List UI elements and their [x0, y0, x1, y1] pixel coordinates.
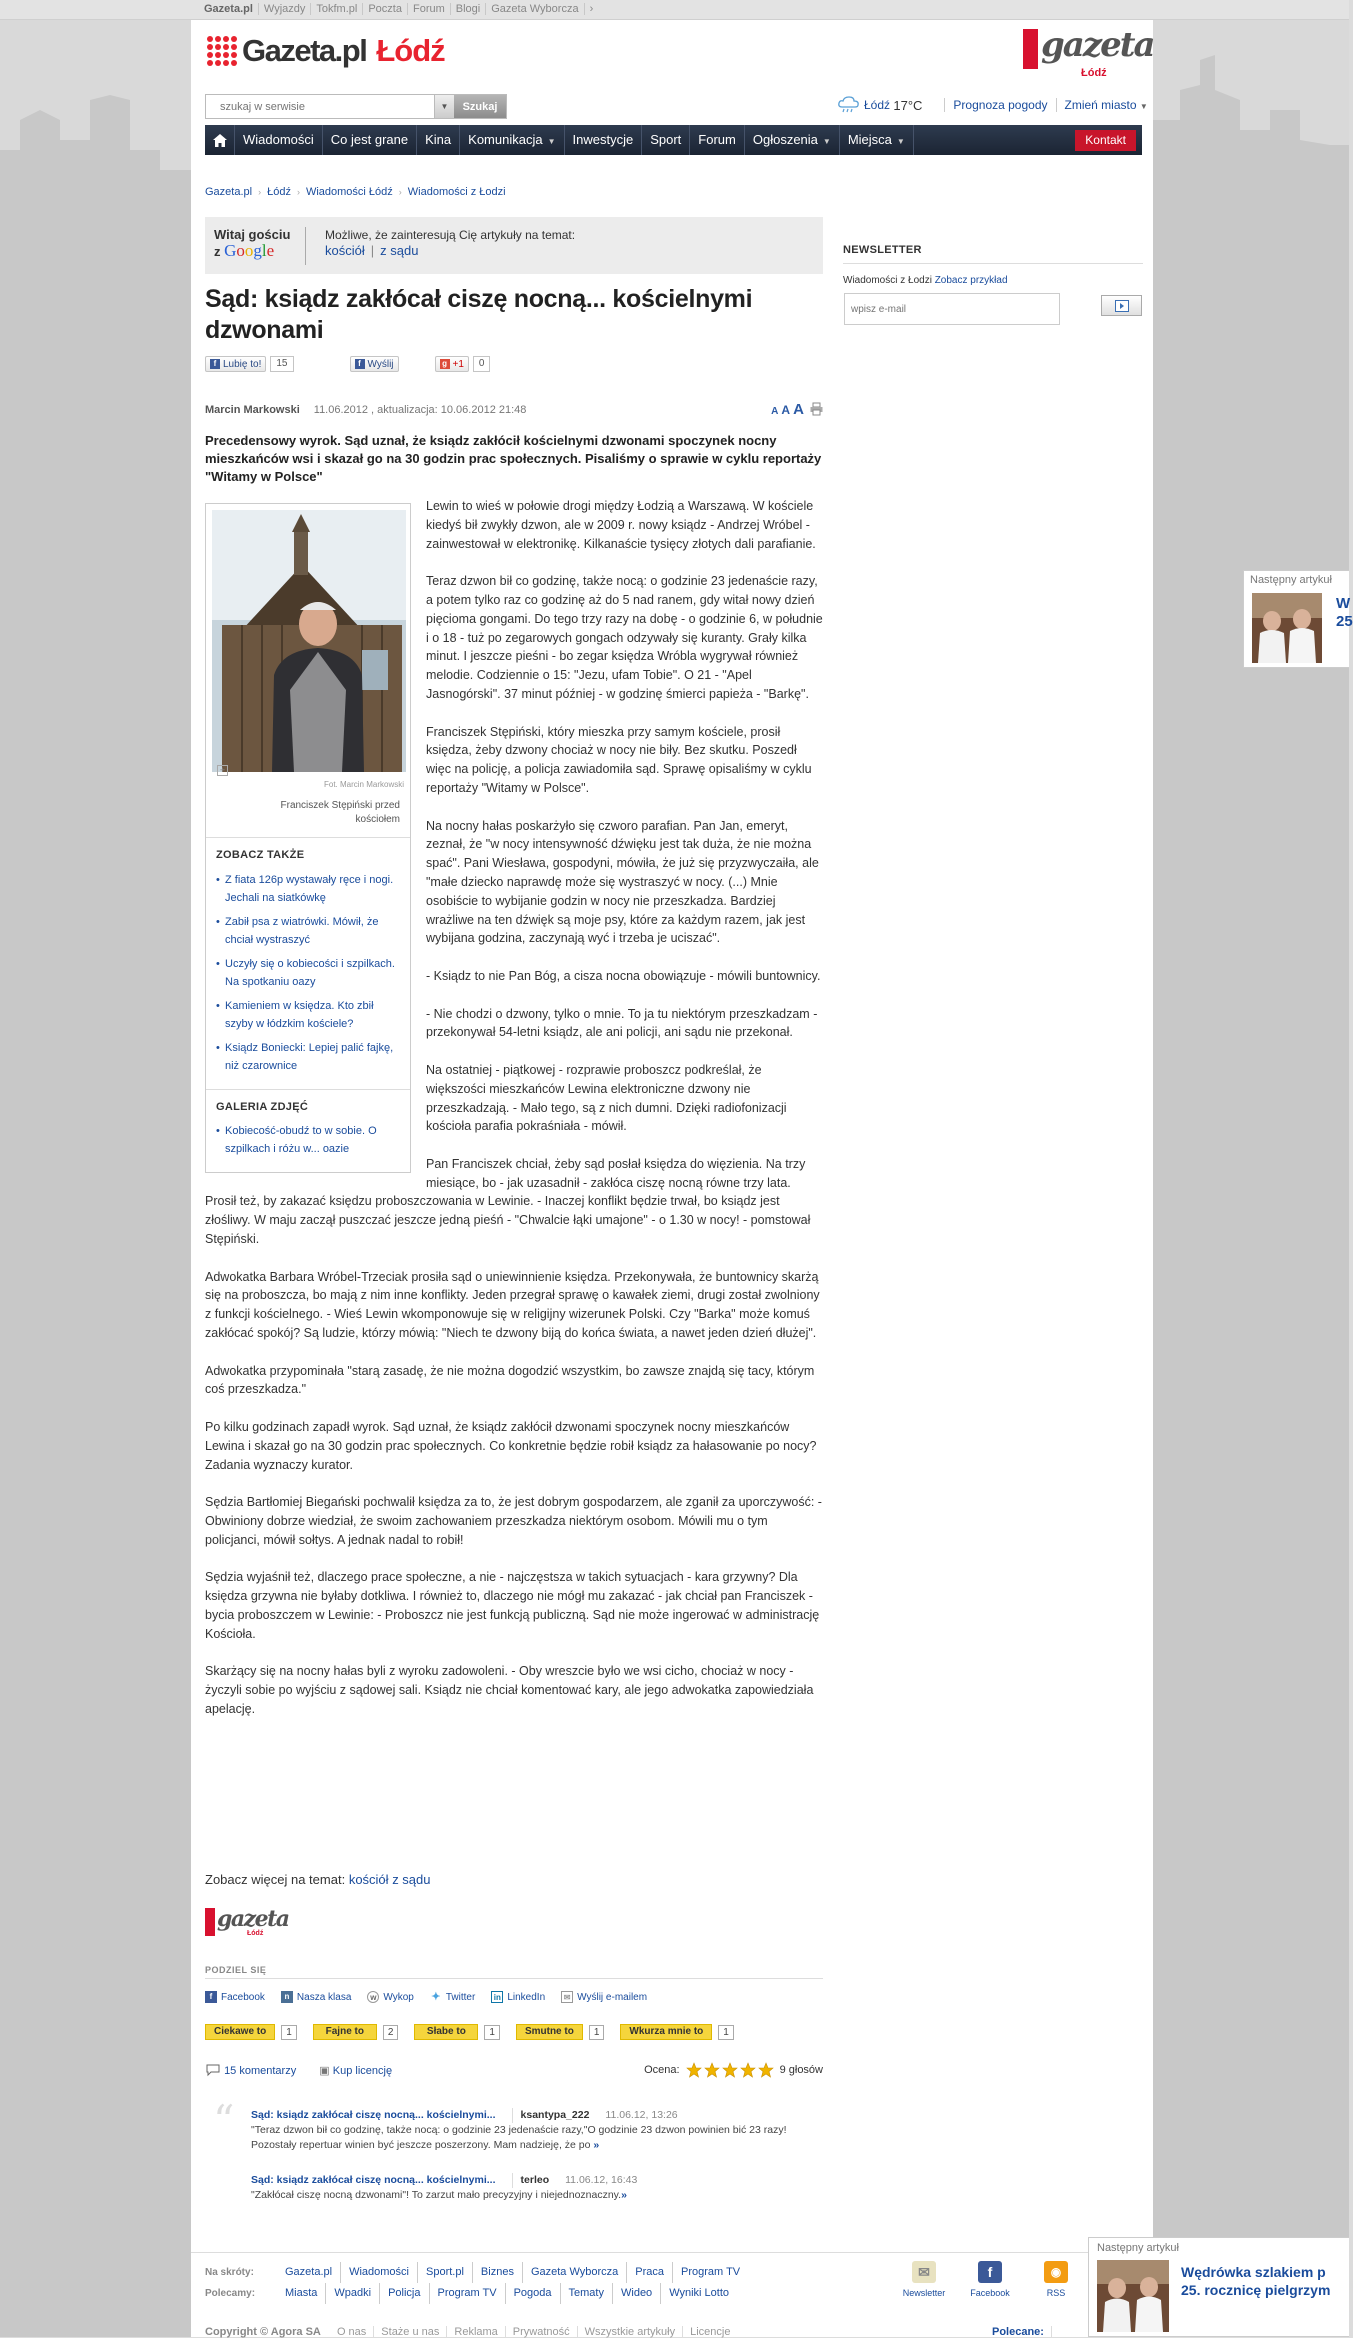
share-email[interactable]: ✉ Wyślij e-mailem [561, 1991, 647, 2003]
article-paragraph: Na nocny hałas poskarżyło się czworo parafian. Pan Jan, emeryt, zeznał, że "w nocy intensywność dźwięku jest tak duża, że nie można spać". Pani Wiesława, gospodyni, mówiła, że już się przyzwyczaiła, ale "małe dziecko naprawdę może się wystraszyć w nocy. (...) Mnie osobiście to wybijanie godzin w nocy nie przeszkadza. Bardziej wrażliwe na ten dźwięk są moje psy, które za każdym razem, jak jest wybijana godzina, zaczynają wyć i trzeba je uciszać". [426, 818, 819, 946]
see-also-item [216, 1039, 400, 1075]
star-icon[interactable] [722, 2062, 738, 2078]
facebook-icon: f [978, 2261, 1002, 2283]
article-paragraph: Adwokatka przypominała "starą zasadę, że nie można dogodzić wszystkim, bo zawsze znajdą się tacy, którym coś przeszkadza." [205, 1363, 815, 1397]
next-article-label: Następny artykuł [1097, 2242, 1179, 2254]
newsletter-icon: ✉ [912, 2261, 936, 2283]
copyright-text: Copyright © Agora SA [205, 2326, 321, 2338]
photo-credit: Fot. Marcin Markowski [323, 780, 404, 789]
main-nav [205, 125, 1142, 155]
search-button[interactable]: Szukaj [454, 95, 506, 118]
reaction-smutne-button[interactable]: Smutne to [516, 2024, 583, 2040]
article-dates: 11.06.2012 , aktualizacja: 10.06.2012 21:48 [313, 404, 527, 416]
google-plus-icon: g [440, 359, 450, 369]
nav-item-komunikacja[interactable]: Komunikacja ▼ [460, 125, 564, 155]
page-container [191, 20, 1153, 2337]
see-also-item [216, 955, 400, 991]
see-also-link[interactable]: Kamieniem w księdza. Kto zbił szyby w łódzkim kościele? [225, 999, 374, 1030]
article-paragraph: Sędzia Bartłomiej Biegański pochwalił księdza za to, że jest dobrym gospodarzem, ale zganił za uporczywość: - Obwiniony dobrze wiedział, że swoim zachowaniem przeszkadza niektórym osobom. Mówili mu o tym policjanci, mówił sołtys. A jednak nadal to robił! [205, 1495, 822, 1547]
reaction-buttons [205, 2024, 750, 2040]
google-box-tags: kościół | z sądu [325, 243, 419, 258]
comment-text: "Teraz dzwon bił co godzinę, także nocą: o godzinie 23 jedenaście razy,"O godzinie 23 dzwon powinien bić 23 razy! Pozostały repertuar winien być jeszcze poszerzony. Mam nadzieję, że po [251, 2124, 787, 2151]
comment-more-link[interactable]: » [621, 2189, 627, 2201]
see-also-heading: ZOBACZ TAKŻE [216, 848, 305, 861]
portal-link-poczta[interactable]: Poczta [363, 3, 408, 15]
portal-link-gazeta[interactable]: Gazeta.pl [204, 3, 259, 15]
gallery-link[interactable]: Kobiecość-obudź to w sobie. O szpilkach i różu w... oazie [225, 1125, 377, 1156]
nav-item-kina[interactable]: Kina [417, 125, 460, 155]
portal-more-arrow[interactable]: › [589, 3, 594, 15]
gazeta-lodz-footer-logo[interactable]: gazeta Łódź [205, 1908, 285, 1938]
portal-link-forum[interactable]: Forum [408, 3, 451, 15]
breadcrumb-item[interactable]: Wiadomości z Łodzi [407, 186, 506, 198]
article-paragraph: Skarżący się na nocny hałas byli z wyroku zadowoleni. - Oby wreszcie było we wsi cicho, chociaż w nocy - życzyli sobie po wyjściu z sądowej sali. Ksiądz nie chciał komentować kary, ale jego adwokatka zapowiedziała apelację. [205, 1664, 814, 1716]
article-paragraph: - Nie chodzi o dzwony, tylko o mnie. To ja tu niektórym przeszkadzam - przekonywał 54-letni ksiądz, ale ani policji, ani sądu nie przekonał. [426, 1006, 818, 1040]
article-body [205, 497, 823, 1738]
footer-link[interactable]: Program TV [681, 2266, 741, 2278]
star-icon[interactable] [758, 2062, 774, 2078]
see-also-section [206, 837, 410, 1089]
footer-link[interactable]: Policja [380, 2283, 429, 2304]
font-medium-button[interactable]: A [781, 403, 791, 417]
see-also-link[interactable]: Z fiata 126p wystawały ręce i nogi. Jechali na siatkówkę [225, 873, 394, 904]
brand-red-bar [1023, 29, 1038, 69]
gallery-item [216, 1122, 400, 1158]
facebook-like-button[interactable]: f Lubię to! [205, 356, 266, 372]
search-scope-dropdown[interactable] [434, 95, 454, 118]
footer-link[interactable]: Wyniki Lotto [669, 2287, 729, 2299]
comments-list [205, 2096, 823, 2223]
article-title: Sąd: ksiądz zakłócał ciszę nocną... kościelnymi dzwonami [205, 285, 753, 344]
share-bar [205, 1991, 663, 2003]
facebook-icon: f [210, 359, 220, 369]
see-also-link[interactable]: Zabił psa z wiatrówki. Mówił, że chciał wystraszyć [225, 915, 379, 946]
brand-word: gazeta [1041, 25, 1154, 65]
share-twitter[interactable]: ✦ Twitter [431, 1991, 476, 2003]
comment-more-link[interactable]: » [593, 2139, 600, 2151]
send-icon [1115, 300, 1129, 312]
home-icon [213, 134, 227, 147]
chevron-down-icon: ▼ [1139, 102, 1148, 111]
footer-rss[interactable]: ◉ RSS [1023, 2261, 1089, 2298]
like-count: 15 [270, 356, 293, 372]
search-bar [205, 94, 507, 119]
comment-title[interactable]: Sąd: ksiądz zakłócał ciszę nocną... kościelnymi... [251, 2174, 496, 2186]
chevron-right-icon: › [258, 187, 262, 197]
newsletter-text: Wiadomości z Łodzi [843, 275, 932, 286]
chevron-down-icon: ▼ [822, 137, 831, 146]
chevron-down-icon: ▼ [547, 137, 556, 146]
article-paragraph: - Ksiądz to nie Pan Bóg, a cisza nocna obowiązuje - mówili buntownicy. [426, 968, 821, 983]
next-article-widget-bottom[interactable] [1088, 2237, 1349, 2337]
breadcrumb-item[interactable]: Wiadomości Łódź [305, 186, 393, 198]
rain-cloud-icon [837, 95, 861, 115]
tag-link[interactable]: z sądu [380, 243, 419, 258]
chevron-right-icon: › [296, 187, 300, 197]
footer-link[interactable]: Staże u nas [374, 2326, 447, 2338]
footer-shortcuts-label: Na skróty: [205, 2267, 254, 2278]
comment-date: 11.06.12, 16:43 [565, 2174, 638, 2186]
nav-item-sport[interactable]: Sport [642, 125, 690, 155]
google-greeting: Witaj gościu z Google [214, 227, 291, 260]
zoom-plus-icon[interactable]: + [217, 765, 228, 776]
article-photo[interactable] [212, 510, 404, 772]
newsletter-box [843, 244, 1143, 286]
reaction-fajne-button[interactable]: Fajne to [313, 2024, 377, 2040]
breadcrumb-item[interactable]: Łódź [267, 186, 291, 198]
footer-link[interactable]: Biznes [473, 2262, 523, 2283]
star-icon[interactable] [740, 2062, 756, 2078]
article-paragraph: Po kilku godzinach zapadł wyrok. Sąd uznał, że ksiądz zakłócił dzwonami spoczynek nocny mieszkańców Lewina i skazał go na 30 godzin prac społecznych. Co konkretnie będzie robił ksiądz za hałasowanie po nocy? Zadania wyznaczy kurator. [205, 1420, 817, 1472]
nasza-klasa-icon: n [281, 1991, 293, 2003]
newsletter-example-link[interactable]: Zobacz przykład [934, 275, 1008, 286]
breadcrumb-item[interactable]: Gazeta.pl [205, 186, 253, 198]
article-byline [205, 401, 823, 418]
footer-link[interactable]: Gazeta.pl [285, 2262, 341, 2283]
wykop-icon: w [367, 1991, 379, 2003]
tag-link[interactable]: z sądu [392, 1872, 431, 1887]
see-also-link[interactable]: Ksiądz Boniecki: Lepiej palić fajkę, niż czarownice [225, 1041, 394, 1072]
chevron-down-icon: ▼ [440, 102, 449, 111]
gallery-section [206, 1089, 410, 1173]
portal-link-wyjazdy[interactable]: Wyjazdy [259, 3, 311, 15]
reaction-count: 1 [718, 2025, 734, 2040]
article-lead: Precedensowy wyrok. Sąd uznał, że ksiądz zakłócił kościelnymi dzwonami spoczynek nocny mieszkańców wsi i skazał go na 30 godzin prac społecznych. Pisaliśmy o sprawie w cyklu reportaży "Witamy w Polsce" [205, 433, 822, 484]
next-article-widget-top[interactable] [1243, 570, 1353, 668]
next-article-label: Następny artykuł [1250, 574, 1332, 586]
share-heading: PODZIEL SIĘ [205, 1965, 267, 1975]
footer-link[interactable]: Tematy [561, 2283, 613, 2304]
rating-votes: 9 głosów [779, 2064, 823, 2076]
footer-popular-link[interactable]: Polecane: [985, 2326, 1052, 2338]
google-box-text: Możliwe, że zainteresują Cię artykuły na temat: [325, 228, 576, 242]
article-paragraph: Franciszek Stępiński, który mieszka przy samym kościele, prosił księdza, żeby dzwony chociaż w nocy nie biły. Bez skutku. Poszedł więc na policję, a policja zawiadomiła sąd. Sprawę opisaliśmy w cyklu reportaży "Witamy w Polsce". [426, 724, 812, 795]
portal-link-tokfm[interactable]: Tokfm.pl [311, 3, 363, 15]
share-wykop[interactable]: w Wykop [367, 1991, 413, 2003]
article-paragraph: Na ostatniej - piątkowej - rozprawie proboszcz podkreślał, że większości mieszkańców Lewina elektroniczne dzwony nie przeszkadzają. - Mało tego, są z nich dumni. Dzięki radiofonizacji kościoła parafia pokraśniała - mówił. [426, 1062, 787, 1134]
article-paragraph: Sędzia wyjaśnił też, dlaczego prace społeczne, a nie - najczęstsza w takich sytuacjach - kara grzywny? Dla księdza grzywna nie byłaby dotkliwa. I również to, dlaczego nie mógł mu zakazać - jak chciał pan Franciszek - bycia proboszczem w Lewinie: - Proboszcz nie jest funkcją publiczną. Sąd nie może ingerować w administrację Kościoła. [205, 1570, 820, 1641]
footer-link[interactable]: Wiadomości [341, 2262, 418, 2283]
font-large-button[interactable]: A [793, 401, 804, 418]
footer-link[interactable]: Wszystkie artykuły [578, 2326, 683, 2338]
see-also-item [216, 997, 400, 1033]
footer-link[interactable]: Program TV [430, 2283, 506, 2304]
google-visitor-box [205, 217, 823, 274]
footer-link[interactable]: Miasta [285, 2283, 326, 2304]
comment-icon [205, 2064, 221, 2076]
comment-text: "Zakłócał ciszę nocną dzwonami"! To zarzut mało precyzyjny i niejednoznaczny. [251, 2189, 622, 2201]
footer-facebook[interactable]: f Facebook [957, 2261, 1023, 2298]
home-button[interactable] [205, 125, 235, 155]
nav-item-wiadomosci[interactable]: Wiadomości [235, 125, 323, 155]
comment-user[interactable]: ksantypa_222 [512, 2108, 590, 2123]
portal-link-wyborcza[interactable]: Gazeta Wyborcza [486, 3, 584, 15]
facebook-icon: f [355, 359, 365, 369]
weather-widget [837, 95, 1148, 115]
plus-count: 0 [473, 356, 491, 372]
footer-newsletter[interactable]: ✉ Newsletter [891, 2261, 957, 2298]
brand-sub: Łódź [1081, 67, 1107, 79]
print-icon[interactable] [810, 403, 823, 415]
footer-icons [891, 2261, 1089, 2298]
portal-link-blogi[interactable]: Blogi [451, 3, 486, 15]
reaction-ciekawe-button[interactable]: Ciekawe to [205, 2024, 275, 2040]
reaction-wkurza-button[interactable]: Wkurza mnie to [620, 2024, 712, 2040]
next-article-title: Wędrówka szlakiem p 25. rocznicę pielgrzym [1181, 2264, 1331, 2298]
google-logo: Google [224, 241, 275, 260]
nav-item-miejsca[interactable]: Miejsca ▼ [840, 125, 914, 155]
tag-link[interactable]: kościół [325, 243, 365, 258]
article-sidebox [205, 503, 411, 1173]
chevron-down-icon: ▼ [896, 137, 905, 146]
footer-link[interactable]: Reklama [447, 2326, 505, 2338]
next-article-title: W 25 [1336, 595, 1353, 630]
quote-icon: “ [213, 2096, 235, 2145]
font-size-tools [771, 401, 823, 418]
nav-item-inwestycje[interactable]: Inwestycje [565, 125, 643, 155]
logo-wordmark: Gazeta.pl [242, 33, 367, 68]
cart-icon: ▣ [319, 2065, 330, 2077]
gazeta-lodz-brand[interactable] [1023, 25, 1154, 79]
footer-recommended-label: Polecamy: [205, 2288, 256, 2299]
newsletter-submit-button[interactable] [1101, 295, 1142, 316]
comment-item [205, 2173, 823, 2203]
comment-title[interactable]: Sąd: ksiądz zakłócał ciszę nocną... kościelnymi... [251, 2109, 496, 2121]
google-plus-button[interactable]: g +1 [435, 356, 469, 372]
gallery-heading: GALERIA ZDJĘĆ [216, 1100, 309, 1113]
share-nasza-klasa[interactable]: n Nasza klasa [281, 1991, 351, 2003]
next-article-thumbnail [1252, 593, 1322, 663]
facebook-send-button[interactable]: f Wyślij [350, 356, 399, 372]
see-also-item [216, 913, 400, 949]
license-link[interactable]: ▣ Kup licencję [319, 2065, 393, 2077]
search-input[interactable] [206, 95, 434, 118]
rss-icon: ◉ [1044, 2261, 1068, 2283]
reaction-count: 1 [484, 2025, 500, 2040]
contact-button[interactable]: Kontakt [1075, 130, 1136, 151]
facebook-icon: f [205, 1991, 217, 2003]
reaction-count: 2 [383, 2025, 399, 2040]
star-icon[interactable] [704, 2062, 720, 2078]
portal-links [204, 3, 598, 15]
photo-caption: Franciszek Stępiński przed kościołem [280, 799, 400, 825]
linkedin-icon: in [491, 1991, 503, 2003]
newsletter-heading: NEWSLETTER [843, 244, 1143, 264]
nav-item-co-jest-grane[interactable]: Co jest grane [323, 125, 417, 155]
weather-city[interactable]: Łódź [864, 98, 891, 112]
weather-temp: 17°C [893, 97, 923, 113]
see-also-link[interactable]: Uczyły się o kobiecości i szpilkach. Na spotkaniu oazy [225, 957, 395, 988]
comments-link[interactable]: 15 komentarzy [224, 2065, 297, 2077]
comment-user[interactable]: terleo [512, 2173, 550, 2188]
article-paragraph: Teraz dzwon bił co godzinę, także nocą: o godzinie 23 jedenaście razy, a potem tylko raz co godzinę aż do 5 nad ranem, gdy witał nowy dzień pięcioma gongami. Do tego trzy razy na dobę - o godzinie 6, w południe i o 18 - tuż po zegarowych gongach odzywały się kuranty. Grały kilka minut. I jeszcze pieśni - bo zegar księdza Wróbla wygrywał również melodie. Codziennie o 15: "Jezu, ufam Tobie". O 21 - "Apel Jasnogórski". 37 minut później - w godzinę śmierci papieża - "Barkę". [426, 574, 823, 701]
priest-photo-illustration [212, 510, 406, 772]
article-paragraph: Lewin to wieś w połowie drogi między Łodzią a Warszawą. W kościele kiedyś bił zwykły dzwon, ale w 2009 r. nowy ksiądz - Andrzej Wróbel - zainwestował w elektronikę. Kilkanaście tysięcy złotych dali parafianie. [426, 499, 816, 551]
nav-item-ogloszenia[interactable]: Ogłoszenia ▼ [745, 125, 840, 155]
footer-link[interactable]: Wideo [613, 2283, 661, 2304]
footer-link[interactable]: Praca [627, 2262, 673, 2283]
footer-link[interactable]: Pogoda [506, 2283, 561, 2304]
author-name[interactable]: Marcin Markowski [205, 404, 300, 416]
footer-link[interactable]: O nas [330, 2326, 374, 2338]
copyright-bar [205, 2326, 1044, 2338]
top-portal-bar [0, 0, 1349, 20]
change-city-link[interactable]: Zmień miasto ▼ [1064, 98, 1148, 112]
social-buttons [205, 356, 490, 372]
footer-link[interactable]: Gazeta Wyborcza [523, 2262, 627, 2283]
newsletter-email-input[interactable] [844, 293, 1060, 325]
see-also-item [216, 871, 400, 907]
star-icon[interactable] [686, 2062, 702, 2078]
logo-dots-icon [205, 34, 239, 68]
footer-link[interactable]: Wpadki [326, 2283, 380, 2304]
next-article-thumbnail [1097, 2260, 1169, 2332]
share-facebook[interactable]: f Facebook [205, 1991, 265, 2003]
site-logo[interactable] [205, 34, 445, 68]
font-small-button[interactable]: A [771, 406, 779, 417]
footer-link[interactable]: Sport.pl [418, 2262, 473, 2283]
comment-item [205, 2096, 823, 2153]
breadcrumb [205, 186, 506, 198]
rating-stars[interactable] [684, 2062, 774, 2078]
footer-link[interactable]: Prywatność [506, 2326, 578, 2338]
rating-bar [205, 2064, 823, 2077]
article-paragraph: Adwokatka Barbara Wróbel-Trzeciak prosiła sąd o uniewinnienie księdza. Przekonywała, że buntownicy skarżą się na proboszcza, bo mają z nim inne konflikty. Jeden przegrał sprawę o kawałek ziemi, drugi został zwolniony z funkcji kościelnego. - Wieś Lewin wkomponowuje się w religijny wizerunek Polski. Czy "Barka" może komuś zakłócać spokój? Są ludzie, którzy mówią: "Niech te dzwony biją do końca świata, a nawet jeden dzień dłużej". [205, 1269, 820, 1341]
article-paragraph: Pan Franciszek chciał, żeby sąd posłał księdza do więzienia. Na trzy miesiące, bo - jak uzasadnił - zakłóca ciszę nocną równe trzy lata. Prosił też, by zakazać księdzu proboszczowania w Lewinie. - Inaczej konflikt będzie trwał, bo ksiądz jest złośliwy. W maju zaczął puszczać jeszcze jedną pieśń - "Chwalcie łąki umajone" - o 1.30 w nocy! - pomstował Stępiński. [205, 1156, 811, 1247]
nav-item-forum[interactable]: Forum [690, 125, 745, 155]
footer-link[interactable]: Licencje [690, 2326, 731, 2338]
reaction-count: 1 [589, 2025, 605, 2040]
share-linkedin[interactable]: in LinkedIn [491, 1991, 545, 2003]
forecast-link[interactable]: Prognoza pogody [953, 98, 1048, 112]
twitter-icon: ✦ [431, 1991, 441, 2003]
email-icon: ✉ [561, 1991, 573, 2003]
chevron-right-icon: › [398, 187, 402, 197]
rating-widget [644, 2062, 823, 2078]
reaction-count: 1 [281, 2025, 297, 2040]
more-on-topic: Zobacz więcej na temat: kościół z sądu [205, 1872, 431, 1887]
logo-city: Łódź [376, 33, 445, 68]
tag-link[interactable]: kościół [348, 1872, 389, 1887]
reaction-slabe-button[interactable]: Słabe to [414, 2024, 478, 2040]
comment-date: 11.06.12, 13:26 [605, 2109, 678, 2121]
rating-label: Ocena: [644, 2064, 680, 2076]
footer-links [205, 2262, 748, 2304]
